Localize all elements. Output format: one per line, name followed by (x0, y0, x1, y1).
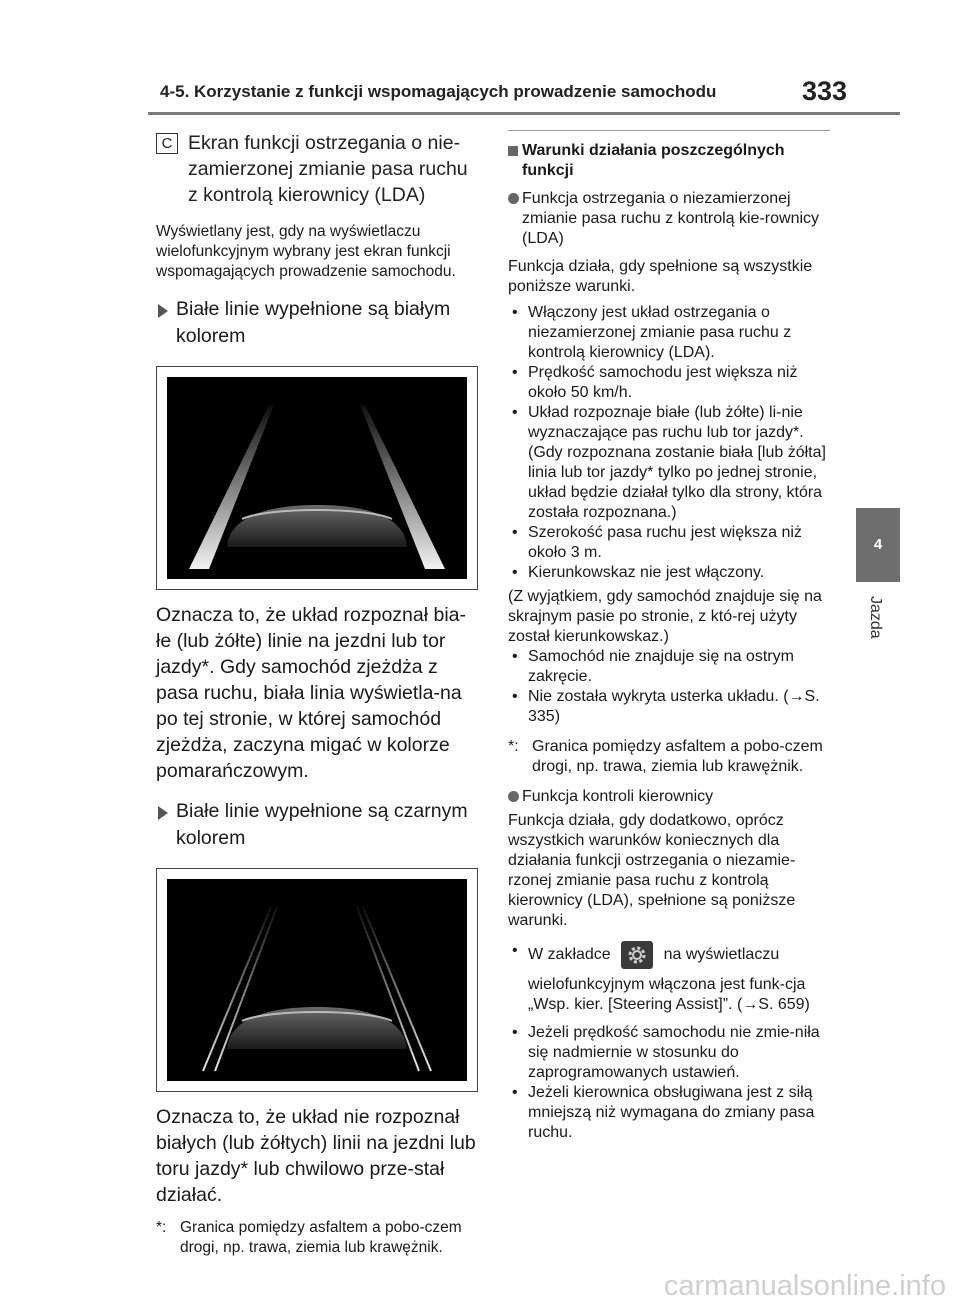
list-item (508, 303, 830, 363)
bullet-mark: • (512, 942, 518, 959)
footnote-left (156, 1218, 478, 1258)
lane-lines-outline-illustration (167, 879, 467, 1081)
list-item-text: Jeżeli kierownica obsługiwana jest z siłą mniejszą niż wymagana do zmiany pasa ruchu. (528, 1084, 815, 1141)
list-item-text[interactable]: wielofunkcyjnym włączona jest funk-cja „Wsp. kier. [Steering Assist]”. (→S. 659) (528, 976, 810, 1013)
square-bullet-icon (508, 146, 518, 156)
right-column (508, 130, 830, 1143)
list-item (508, 941, 830, 1015)
list-item-text: Kierunkowskaz nie jest włączony. (528, 564, 765, 581)
bullet-mark: • (512, 1084, 518, 1101)
bullet-mark: • (512, 1024, 518, 1041)
lda-conditions-intro: Funkcja działa, gdy spełnione są wszystkie poniższe warunki. (508, 258, 813, 295)
list-item-text: Włączony jest układ ostrzegania o niezamierzonej zmianie pasa ruchu z kontrolą kierownicy (LDA). (528, 304, 792, 361)
lda-function-heading (508, 189, 830, 249)
circle-bullet-icon (508, 791, 519, 802)
footnote-mark: *: (156, 1219, 167, 1236)
header-rule (148, 112, 900, 115)
gear-icon (621, 941, 653, 969)
steering-conditions-list (508, 1023, 830, 1143)
steering-function-heading (508, 787, 830, 807)
list-item (508, 1083, 830, 1143)
list-item (508, 563, 830, 583)
steering-conditions-intro: Funkcja działa, gdy dodatkowo, oprócz wszystkich warunków koniecznych dla działania funkcji ostrzegania o niezamie-rzonej zmianie pasa ruchu z kontrolą kierownicy (LDA), spełnione są poniższe warunki. (508, 812, 796, 929)
chapter-label: Jazda (867, 596, 884, 639)
lane-display-screen (167, 377, 467, 579)
subheading-white-filled (156, 296, 478, 350)
bullet-mark: • (512, 304, 518, 321)
arrow-right-icon (158, 304, 168, 318)
subheading-black-filled (156, 798, 478, 852)
paragraph-recognized: Oznacza to, że układ rozpoznał bia-łe (lub żółte) linie na jezdni lub tor jazdy*. Gdy samochód zjeżdża z pasa ruchu, biała linia wyświetla-na po tej stronie, w której samochód zjeżdża, zaczyna migać w kolorze pomarańczowym. (156, 604, 467, 782)
arrow-right-icon (158, 806, 168, 820)
lda-heading-text: Funkcja ostrzegania o niezamierzonej zmianie pasa ruchu z kontrolą kie-rownicy (LDA) (522, 190, 820, 247)
lane-display-image-1 (156, 366, 478, 590)
section-heading-c (156, 130, 478, 208)
list-item (508, 403, 830, 523)
page-number: 333 (802, 76, 848, 106)
list-item-text: Prędkość samochodu jest większa niż około 50 km/h. (528, 364, 798, 401)
subheading-text: Białe linie wypełnione są czarnym kolorem (176, 800, 468, 849)
list-item (508, 523, 830, 563)
bullet-mark: • (512, 648, 518, 665)
header-title: 4-5. Korzystanie z funkcji wspomagających prowadzenie samochodu (160, 82, 717, 101)
lda-conditions-list (508, 303, 830, 583)
steering-heading-text: Funkcja kontroli kierownicy (522, 788, 714, 805)
list-item-text: na wyświetlaczu (663, 946, 780, 964)
list-item (508, 1023, 830, 1083)
conditions-heading-text: Warunki działania poszczególnych funkcji (522, 142, 785, 179)
footnote-text: Granica pomiędzy asfaltem a pobo-czem drogi, np. trawa, ziemia lub krawężnik. (180, 1219, 462, 1256)
list-item-text: Jeżeli prędkość samochodu nie zmie-niła się nadmiernie w stosunku do zaprogramowanych ustawień. (528, 1024, 820, 1081)
lda-conditions-list-2 (508, 647, 830, 727)
paragraph-not-recognized: Oznacza to, że układ nie rozpoznał białych (lub żółtych) linii na jezdni lub toru jazdy* lub chwilowo prze-stał działać. (156, 1106, 476, 1206)
section-c-label: C (156, 133, 178, 154)
section-c-title: Ekran funkcji ostrzegania o nie-zamierzonej zmianie pasa ruchu z kontrolą kierownicy (LDA) (188, 132, 468, 206)
exception-text: (Z wyjątkiem, gdy samochód znajduje się na skrajnym pasie po stronie, z któ-rej użyty został kierunkowskaz.) (508, 588, 822, 645)
footnote-mark: *: (508, 738, 519, 755)
footnote-text: Granica pomiędzy asfaltem a pobo-czem drogi, np. trawa, ziemia lub krawężnik. (532, 738, 823, 775)
bullet-mark: • (512, 524, 518, 541)
list-item-text: Szerokość pasa ruchu jest większa niż około 3 m. (528, 524, 802, 561)
conditions-heading (508, 141, 830, 181)
list-item-text: W zakładce (528, 946, 611, 964)
list-item-text: Samochód nie znajduje się na ostrym zakręcie. (528, 648, 794, 685)
list-item (508, 363, 830, 403)
list-item[interactable] (508, 687, 830, 727)
lane-display-screen (167, 879, 467, 1081)
section-rule (508, 130, 830, 131)
bullet-mark: • (512, 364, 518, 381)
watermark: carmanualsonline.info (663, 1270, 946, 1302)
list-item-text: Układ rozpoznaje białe (lub żółte) li-nie wyznaczające pas ruchu lub tor jazdy*. (Gdy rozpoznana zostanie biała [lub żółta] linia lub tor jazdy* tylko po jednej stronie, układ będzie działał tylko dla strony, która została rozpoznana.) (528, 404, 826, 521)
bullet-mark: • (512, 404, 518, 421)
intro-text: Wyświetlany jest, gdy na wyświetlaczu wielofunkcyjnym wybrany jest ekran funkcji wspomagających prowadzenie samochodu. (156, 223, 456, 280)
bullet-mark: • (512, 688, 518, 705)
list-item-text[interactable]: Nie została wykryta usterka układu. (→S. 335) (528, 688, 820, 725)
bullet-mark: • (512, 564, 518, 581)
chapter-tab[interactable]: 4 (856, 508, 900, 582)
lane-display-image-2 (156, 868, 478, 1092)
left-column (156, 130, 478, 1258)
subheading-text: Białe linie wypełnione są białym kolorem (176, 298, 451, 347)
list-item (508, 647, 830, 687)
lane-lines-filled-illustration (167, 377, 467, 579)
circle-bullet-icon (508, 193, 519, 204)
footnote-right (508, 737, 830, 777)
